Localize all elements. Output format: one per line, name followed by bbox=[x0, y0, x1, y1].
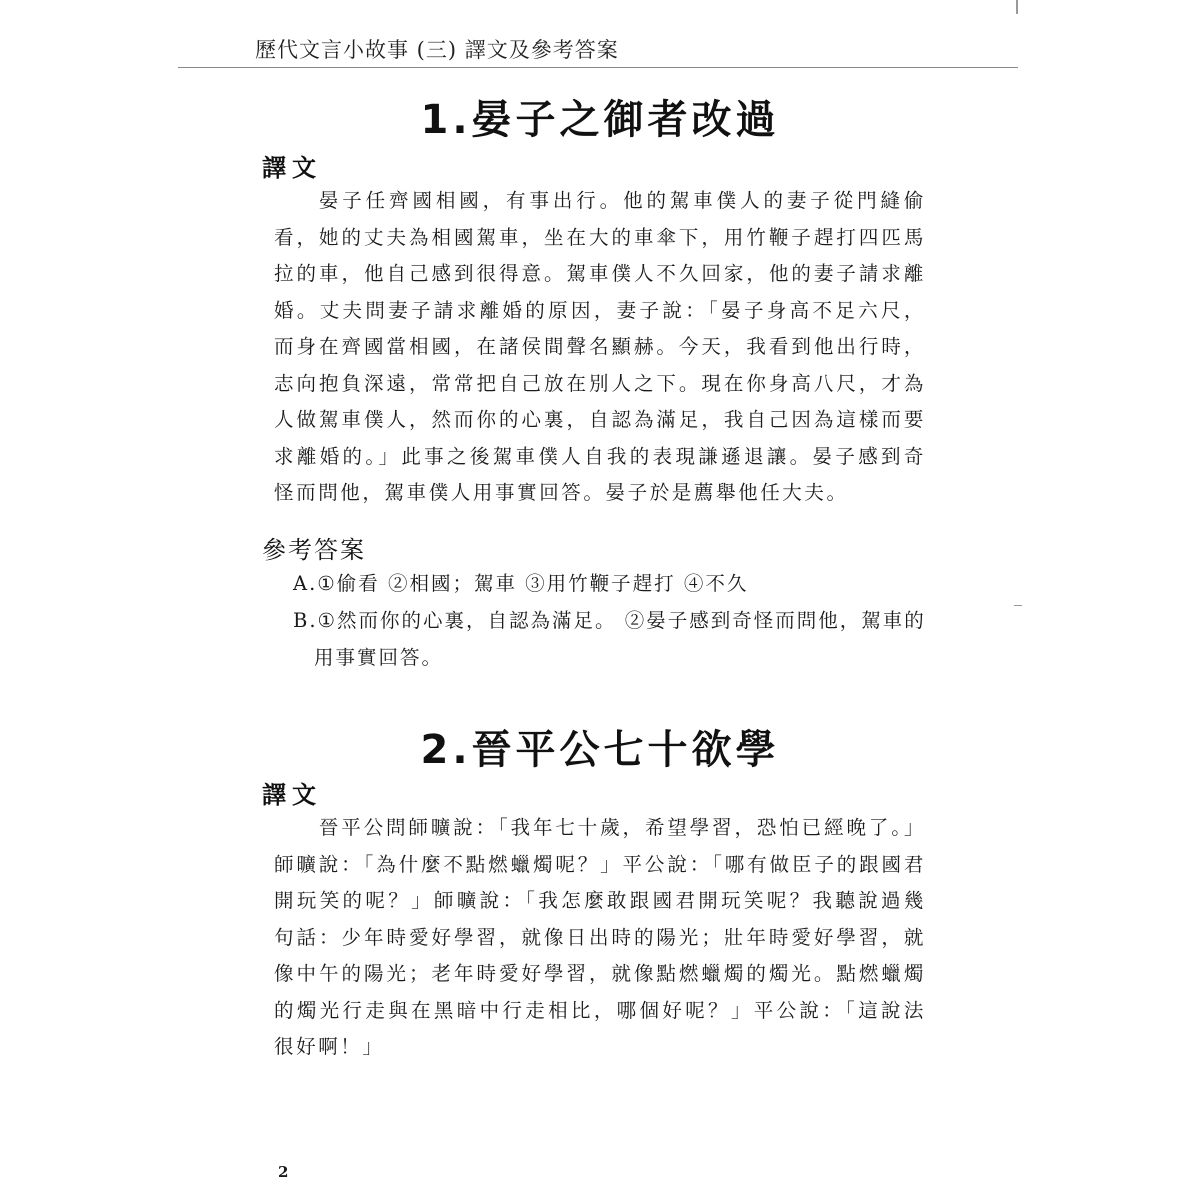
story-1-answer-b: B.①然而你的心裏，自認為滿足。 ②晏子感到奇怪而問他，駕車的 bbox=[293, 609, 926, 632]
story-1-title: 1.晏子之御者改過 bbox=[420, 97, 780, 143]
story-1-answers-heading: 參考答案 bbox=[262, 536, 366, 564]
story-2-title: 2.晉平公七十欲學 bbox=[420, 727, 780, 773]
story-2-translation-heading: 譯文 bbox=[262, 781, 322, 809]
crop-mark bbox=[1014, 605, 1022, 606]
running-header: 歷代文言小故事 (三) 譯文及參考答案 bbox=[255, 38, 619, 62]
story-1-answer-a: A.①偷看 ②相國；駕車 ③用竹鞭子趕打 ④不久 bbox=[293, 572, 749, 595]
header-divider bbox=[178, 67, 1018, 68]
story-1-translation-text: 晏子任齊國相國，有事出行。他的駕車僕人的妻子從門縫偷看，她的丈夫為相國駕車，坐在大的車傘下，用竹鞭子趕打四匹馬拉的車，他自己感到很得意。駕車僕人不久回家，他的妻子請求離婚。丈夫問妻子請求離婚的原因，妻子說：「晏子身高不足六尺，而身在齊國當相國，在諸侯間聲名顯赫。今天，我看到他出行時，志向抱負深遠，常常把自己放在別人之下。現在你身高八尺，才為人做駕車僕人，然而你的心裏，自認為滿足，我自己因為這樣而要求離婚的。」此事之後駕車僕人自我的表現謙遜退讓。晏子感到奇怪而問他，駕車僕人用事實回答。晏子於是薦舉他任大夫。 bbox=[274, 189, 926, 504]
story-1-answer-b-continued: 用事實回答。 bbox=[314, 646, 444, 669]
story-2-translation-text: 晉平公問師曠說：「我年七十歲，希望學習，恐怕已經晚了。」師曠說：「為什麼不點燃蠟燭呢？」平公說：「哪有做臣子的跟國君開玩笑的呢？」師曠說：「我怎麼敢跟國君開玩笑呢？我聽說過幾句話：少年時愛好學習，就像日出時的陽光；壯年時愛好學習，就像中午的陽光；老年時愛好學習，就像點燃蠟燭的燭光。點燃蠟燭的燭光行走與在黑暗中行走相比，哪個好呢？」平公說：「這說法很好啊！」 bbox=[274, 816, 926, 1058]
crop-mark bbox=[1016, 0, 1018, 14]
page-number: 2 bbox=[278, 1163, 289, 1181]
story-1-translation-heading: 譯文 bbox=[262, 154, 322, 182]
